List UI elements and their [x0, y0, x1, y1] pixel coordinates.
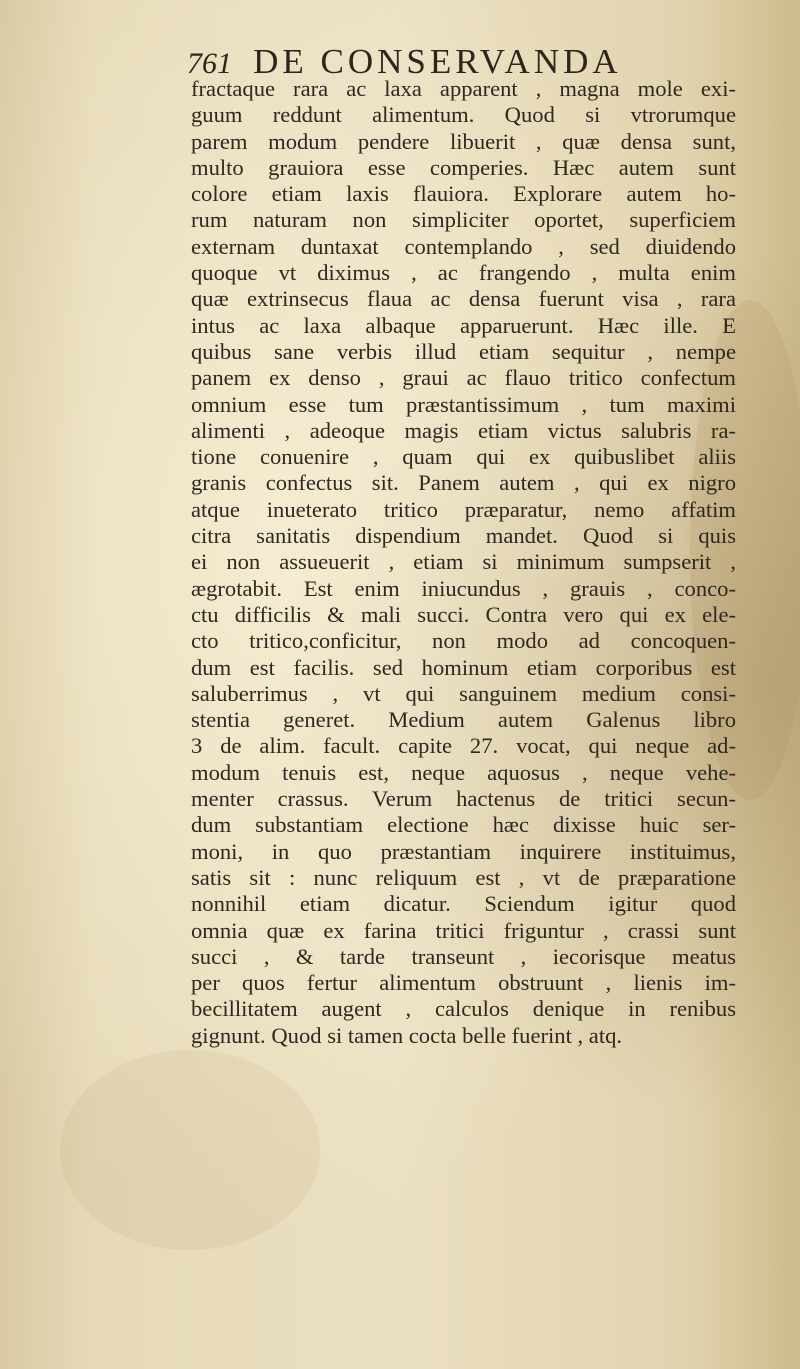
text-line: modum tenuis est, neque aquosus , neque vehe- [191, 759, 736, 785]
text-line: dum substantiam electione hæc dixisse huic ser- [191, 812, 736, 838]
text-line: externam duntaxat contemplando , sed diuidendo [191, 233, 736, 259]
text-line: 3 de alim. facult. capite 27. vocat, qui neque ad- [191, 733, 736, 759]
text-line: ctu difficilis & mali succi. Contra vero qui ex ele- [191, 601, 736, 627]
text-line: granis confectus sit. Panem autem , qui ex nigro [191, 470, 736, 496]
text-line: citra sanitatis dispendium mandet. Quod si quis [191, 523, 736, 549]
text-line: omnia quæ ex farina tritici friguntur , crassi sunt [191, 917, 736, 943]
text-line: multo grauiora esse comperies. Hæc autem sunt [191, 154, 736, 180]
text-line: succi , & tarde transeunt , iecorisque meatus [191, 943, 736, 969]
text-line: stentia generet. Medium autem Galenus libro [191, 707, 736, 733]
text-line: quoque vt diximus , ac frangendo , multa enim [191, 260, 736, 286]
text-line: satis sit : nunc reliquum est , vt de præparatione [191, 864, 736, 890]
text-line: dum est facilis. sed hominum etiam corporibus est [191, 654, 736, 680]
text-line: gignunt. Quod si tamen cocta belle fuerint , atq. [191, 1022, 623, 1048]
text-line: parem modum pendere libuerit , quæ densa sunt, [191, 128, 736, 154]
text-line: ægrotabit. Est enim iniucundus , grauis , conco- [191, 575, 736, 601]
text-line: quibus sane verbis illud etiam sequitur , nempe [191, 338, 736, 364]
text-line: omnium esse tum præstantissimum , tum maximi [191, 391, 736, 417]
page-stain [60, 1050, 320, 1250]
text-line: moni, in quo præstantiam inquirere instituimus, [191, 838, 736, 864]
text-line: atque inueterato tritico præparatur, nemo affatim [191, 496, 736, 522]
text-line: saluberrimus , vt qui sanguinem medium consi- [191, 680, 736, 706]
text-line: ei non assueuerit , etiam si minimum sumpserit , [191, 549, 736, 575]
text-line: quæ extrinsecus flaua ac densa fuerunt visa , rara [191, 286, 736, 312]
running-title: DE CONSERVANDA [253, 42, 622, 81]
page-number: 761 [187, 47, 232, 80]
text-line: fractaque rara ac laxa apparent , magna mole exi- [191, 76, 736, 101]
text-line: colore etiam laxis flauiora. Explorare autem ho- [191, 181, 736, 207]
text-line: intus ac laxa albaque apparuerunt. Hæc ille. E [191, 312, 736, 338]
text-line: cto tritico,conficitur, non modo ad concoquen- [191, 628, 736, 654]
text-line: becillitatem augent , calculos denique in renibus [191, 996, 736, 1022]
text-line: alimenti , adeoque magis etiam victus salubris ra- [191, 417, 736, 443]
text-line: per quos fertur alimentum obstruunt , lienis im- [191, 970, 736, 996]
text-line: guum reddunt alimentum. Quod si vtrorumque [191, 102, 736, 128]
text-line: tione conuenire , quam qui ex quibuslibet aliis [191, 444, 736, 470]
text-block [191, 76, 736, 1049]
text-line: rum naturam non simpliciter oportet, superficiem [191, 207, 736, 233]
text-line: panem ex denso , graui ac flauo tritico confectum [191, 365, 736, 391]
text-line: menter crassus. Verum hactenus de tritici secun- [191, 786, 736, 812]
text-line: nonnihil etiam dicatur. Sciendum igitur quod [191, 891, 736, 917]
